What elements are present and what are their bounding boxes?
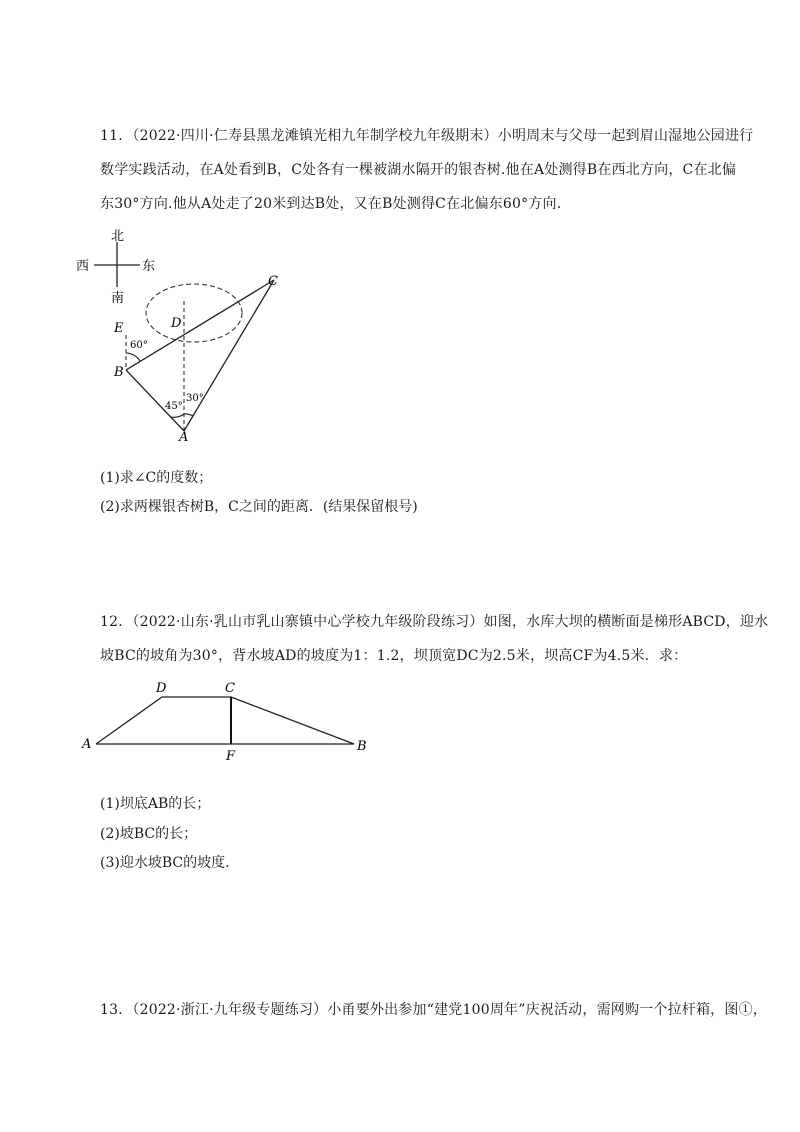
angle-60: 60° <box>130 340 148 351</box>
segment-cb <box>231 697 354 744</box>
q11-sub-1: (1)求∠C的度数； <box>100 470 213 486</box>
q11-line-3: 东30°方向.他从A处走了20米到达B处，又在B处测得C在北偏东60°方向. <box>100 196 562 212</box>
angle-arc-a45 <box>171 414 184 417</box>
label-c: C <box>225 681 235 696</box>
compass-west: 西 <box>76 259 90 274</box>
segment-bc <box>126 280 274 370</box>
label-b: B <box>357 739 367 754</box>
angle-45: 45° <box>165 401 183 412</box>
compass-north: 北 <box>111 229 125 244</box>
compass-south: 南 <box>111 291 125 306</box>
label-f: F <box>226 749 236 764</box>
angle-30: 30° <box>186 393 204 404</box>
q12-line-2: 坡BC的坡角为30°，背水坡AD的坡度为1：1.2，坝顶宽DC为2.5米，坝高CF为4.5米．求： <box>100 648 688 664</box>
q12-line-1: 12．（2022·山东·乳山市乳山寨镇中心学校九年级阶段练习）如图，水库大坝的横断面是梯形ABCD，迎水 <box>100 614 769 630</box>
compass <box>76 229 155 306</box>
angle-arc-e60 <box>126 353 140 361</box>
q12-sub-3: (3)迎水坡BC的坡度. <box>100 855 230 871</box>
q13-line-1: 13．（2022·浙江·九年级专题练习）小甬要外出参加“建党100周年”庆祝活动，需网购一个拉杆箱，图①， <box>100 1002 767 1018</box>
angle-arc-a30 <box>184 414 193 416</box>
label-b: B <box>114 365 124 380</box>
q12-sub-2: (2)坡BC的长； <box>100 826 198 842</box>
compass-east: 东 <box>142 259 156 274</box>
q12-figure <box>78 678 378 766</box>
label-d: D <box>171 316 182 331</box>
label-a: A <box>82 737 92 752</box>
lake-ellipse <box>146 284 242 342</box>
label-e: E <box>114 321 124 336</box>
q12-sub-1: (1)坝底AB的长； <box>100 796 211 812</box>
label-d: D <box>156 681 167 696</box>
segment-ad <box>96 697 162 744</box>
q11-sub-2: (2)求两棵银杏树B，C之间的距离．(结果保留根号) <box>100 499 418 515</box>
q11-figure <box>70 225 300 445</box>
q11-line-2: 数学实践活动，在A处看到B，C处各有一棵被湖水隔开的银杏树.他在A处测得B在西北方向，C在北偏 <box>100 162 737 178</box>
segment-ac <box>184 280 274 431</box>
label-c: C <box>268 274 278 289</box>
label-a: A <box>179 430 189 445</box>
q11-line-1: 11．（2022·四川·仁寿县黑龙滩镇光相九年制学校九年级期末）小明周末与父母一起到眉山湿地公园进行 <box>100 128 754 144</box>
